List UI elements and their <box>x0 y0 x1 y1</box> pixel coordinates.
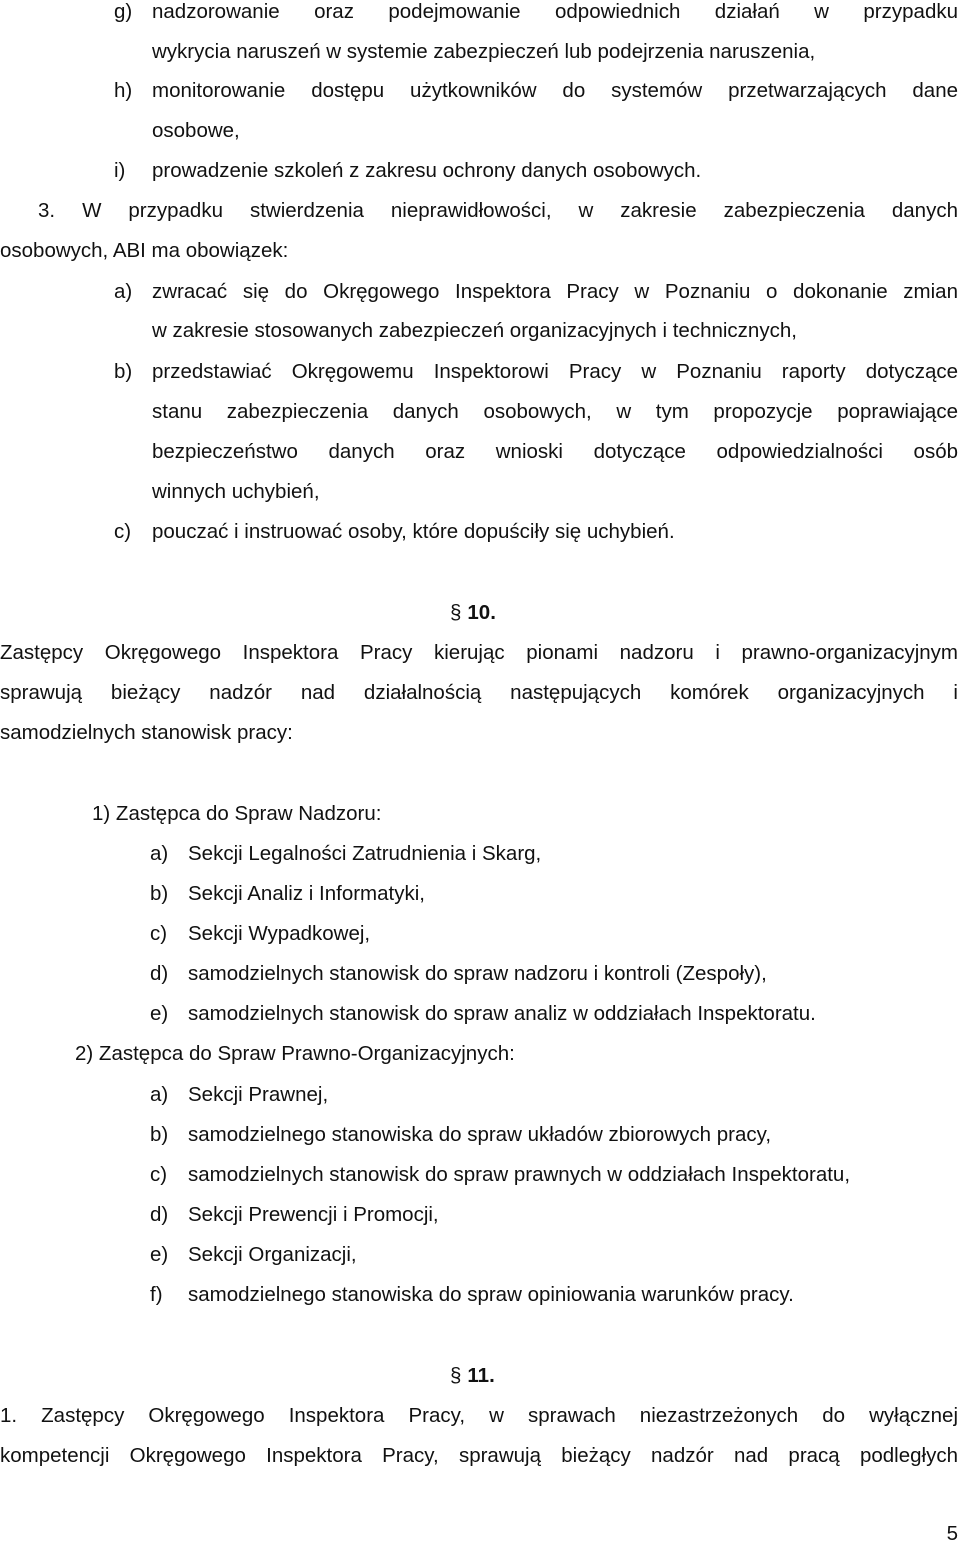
group-1-label-d: d) <box>150 962 169 985</box>
point-3-line-1: 3. W przypadku stwierdzenia nieprawidłowości, w zakresie zabezpieczenia danych <box>38 199 958 222</box>
item-label-g: g) <box>114 0 133 23</box>
section-11-line-1: 1. Zastępcy Okręgowego Inspektora Pracy, w sprawach niezastrzeżonych do wyłącznej <box>0 1404 958 1427</box>
point-3-b-line-1: przedstawiać Okręgowemu Inspektorowi Pracy w Poznaniu raporty dotyczące <box>152 360 958 383</box>
group-1-label-b: b) <box>150 882 169 905</box>
point-3-label-a: a) <box>114 280 133 303</box>
group-1-item-b: Sekcji Analiz i Informatyki, <box>188 882 425 905</box>
page-number: 5 <box>946 1522 958 1545</box>
section-11-heading <box>450 1364 495 1388</box>
group-1-item-e: samodzielnych stanowisk do spraw analiz w oddziałach Inspektoratu. <box>188 1002 816 1025</box>
group-1-item-d: samodzielnych stanowisk do spraw nadzoru i kontroli (Zespoły), <box>188 962 767 985</box>
section-11-number: 11. <box>467 1364 495 1387</box>
point-3-b-line-2: stanu zabezpieczenia danych osobowych, w tym propozycje poprawiające <box>152 400 958 423</box>
group-2-item-c: samodzielnych stanowisk do spraw prawnych w oddziałach Inspektoratu, <box>188 1163 851 1186</box>
item-h-line-1: monitorowanie dostępu użytkowników do systemów przetwarzających dane <box>152 79 958 102</box>
item-h-line-2: osobowe, <box>152 119 240 142</box>
section-10-intro-line-3: samodzielnych stanowisk pracy: <box>0 721 293 744</box>
group-2-item-a: Sekcji Prawnej, <box>188 1083 329 1106</box>
point-3-a-line-1: zwracać się do Okręgowego Inspektora Pracy w Poznaniu o dokonanie zmian <box>152 280 958 303</box>
group-2-label-d: d) <box>150 1203 169 1226</box>
section-10-intro-line-1: Zastępcy Okręgowego Inspektora Pracy kierując pionami nadzoru i prawno-organizacyjnym <box>0 641 958 664</box>
item-label-h: h) <box>114 79 133 102</box>
group-1-item-c: Sekcji Wypadkowej, <box>188 922 371 945</box>
group-2-item-e: Sekcji Organizacji, <box>188 1243 357 1266</box>
group-2-title: 2) Zastępca do Spraw Prawno-Organizacyjnych: <box>75 1042 515 1065</box>
item-i-line-1: prowadzenie szkoleń z zakresu ochrony danych osobowych. <box>152 159 702 182</box>
point-3-label-b: b) <box>114 360 133 383</box>
point-3-b-line-3: bezpieczeństwo danych oraz wnioski dotyczące odpowiedzialności osób <box>152 440 958 463</box>
item-g-line-2: wykrycia naruszeń w systemie zabezpieczeń lub podejrzenia naruszenia, <box>152 40 816 63</box>
point-3-label-c: c) <box>114 520 132 543</box>
item-label-i: i) <box>114 159 126 182</box>
group-2-item-b: samodzielnego stanowiska do spraw układów zbiorowych pracy, <box>188 1123 772 1146</box>
group-1-label-c: c) <box>150 922 168 945</box>
section-11-line-2: kompetencji Okręgowego Inspektora Pracy, sprawują bieżący nadzór nad pracą podległych <box>0 1444 958 1467</box>
group-2-label-b: b) <box>150 1123 169 1146</box>
group-2-item-f: samodzielnego stanowiska do spraw opiniowania warunków pracy. <box>188 1283 794 1306</box>
group-2-item-d: Sekcji Prewencji i Promocji, <box>188 1203 439 1226</box>
section-symbol: § <box>450 1364 462 1387</box>
group-1-item-a: Sekcji Legalności Zatrudnienia i Skarg, <box>188 842 542 865</box>
point-3-a-line-2: w zakresie stosowanych zabezpieczeń organizacyjnych i technicznych, <box>152 319 797 342</box>
group-1-label-a: a) <box>150 842 169 865</box>
group-2-label-f: f) <box>150 1283 163 1306</box>
section-symbol: § <box>450 601 462 624</box>
group-1-label-e: e) <box>150 1002 169 1025</box>
section-10-intro-line-2: sprawują bieżący nadzór nad działalnością następujących komórek organizacyjnych i <box>0 681 958 704</box>
section-10-heading <box>450 601 496 625</box>
item-g-line-1: nadzorowanie oraz podejmowanie odpowiednich działań w przypadku <box>152 0 958 23</box>
section-10-number: 10. <box>467 601 496 624</box>
group-2-label-e: e) <box>150 1243 169 1266</box>
group-2-label-a: a) <box>150 1083 169 1106</box>
point-3-b-line-4: winnych uchybień, <box>152 480 320 503</box>
group-1-title: 1) Zastępca do Spraw Nadzoru: <box>92 802 382 825</box>
point-3-line-2: osobowych, ABI ma obowiązek: <box>0 239 289 262</box>
group-2-label-c: c) <box>150 1163 168 1186</box>
point-3-c-line-1: pouczać i instruować osoby, które dopuściły się uchybień. <box>152 520 675 543</box>
